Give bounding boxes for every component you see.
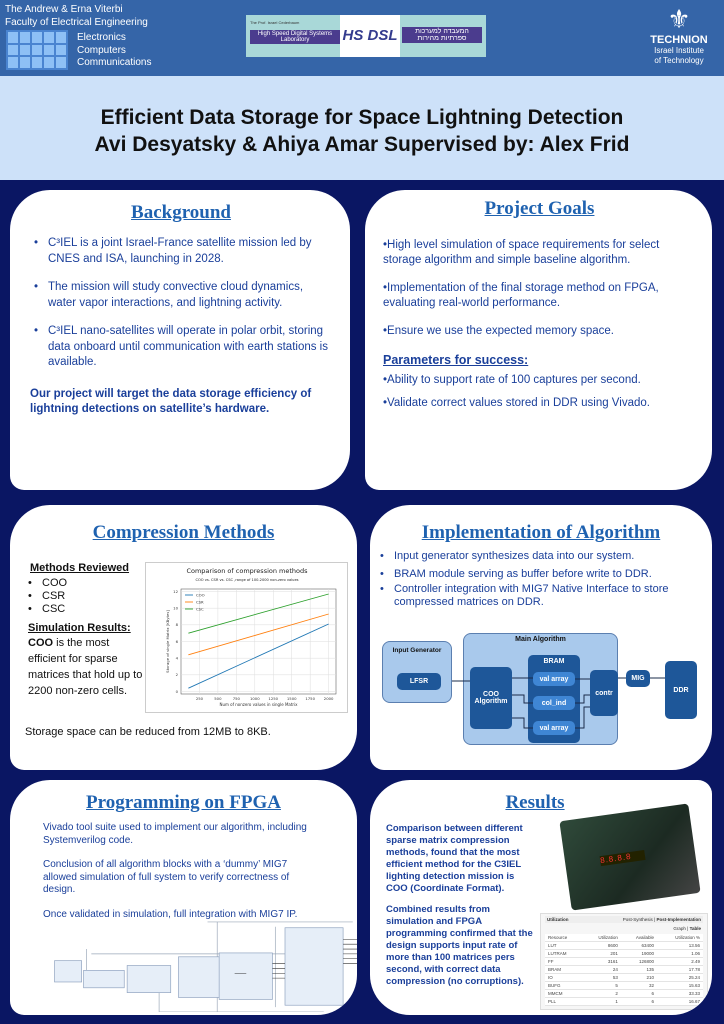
results-paragraph: Combined results from simulation and FPGA programming confirmed that the design supports input rate of more than 100 matrices pers second, with correct data compression (no corruptions). xyxy=(386,904,533,987)
table-cell: FF xyxy=(545,958,583,966)
diagram-arrows xyxy=(380,633,700,753)
lab-logo-top: The Prof. Israel Cederbaum xyxy=(250,20,300,25)
column-header: Utilization xyxy=(583,934,621,942)
block-label: BRAM xyxy=(543,658,565,665)
poster-title: Efficient Data Storage for Space Lightning Detection xyxy=(100,106,624,129)
tab-post-implementation[interactable]: Post-Implementation xyxy=(656,917,701,922)
table-cell: 6 xyxy=(621,998,657,1006)
table-row xyxy=(545,942,703,950)
params-heading: Parameters for success: xyxy=(383,352,529,367)
y-tick-label: 12 xyxy=(173,588,178,594)
table-cell: LUT xyxy=(545,942,583,950)
list-item: •Validate correct values stored in DDR using Vivado. xyxy=(383,396,650,409)
goals-panel xyxy=(365,190,712,490)
results-paragraph: Comparison between different sparse matrix compression methods, found that the most efficient method for the C3IEL lighting detection mission is COO (Coordinate Format). xyxy=(386,823,523,894)
table-cell: 17.78 xyxy=(657,966,703,974)
method-item: • CSR xyxy=(28,590,143,603)
y-tick-label: 6 xyxy=(175,638,178,644)
fpga-board-photo xyxy=(559,803,700,910)
y-axis-label: Storage of single Matrix [KBytes] xyxy=(165,610,170,673)
column-header: Available xyxy=(621,934,657,942)
table-cell: 1 xyxy=(583,998,621,1006)
panel-heading: Programming on FPGA xyxy=(86,792,281,813)
x-tick-label: 1750 xyxy=(305,696,316,701)
table-row xyxy=(545,998,703,1006)
technion-sub: Israel Institute xyxy=(654,46,704,55)
table-cell: 3161 xyxy=(583,958,621,966)
list-item: •Ensure we use the expected memory space. xyxy=(383,325,614,337)
table-cell: 19000 xyxy=(621,950,657,958)
legend-entry: CSR xyxy=(196,599,204,605)
list-item: • C³IEL is a joint Israel-France satellite mission led by CNES and ISA, launching in 2028. xyxy=(34,236,330,267)
table-cell: 135 xyxy=(621,966,657,974)
panel-heading: Results xyxy=(505,792,565,813)
x-tick-label: 750 xyxy=(232,696,240,701)
fpga-paragraph: Conclusion of all algorithm blocks with a ‘dummy’ MIG7 allowed simulation of full system to verify correctness of design. xyxy=(43,859,290,895)
mig-block: MIG xyxy=(626,670,650,687)
sim-heading: Simulation Results: xyxy=(28,622,131,634)
x-axis-label: Num of nonzero values in single Matrix xyxy=(219,702,298,707)
list-item: • BRAM module serving as buffer before write to DDR. xyxy=(380,568,712,581)
chart-subtitle: COO vs. CSR vs. CSC ,range of 100-2000 non-zero values xyxy=(195,578,299,582)
methods-heading: Methods Reviewed xyxy=(30,562,130,574)
y-tick-label: 10 xyxy=(173,605,178,611)
x-tick-label: 1500 xyxy=(286,696,297,701)
implementation-panel xyxy=(370,505,712,770)
x-tick-label: 250 xyxy=(195,696,204,701)
table-cell: 15.63 xyxy=(657,982,703,990)
compression-panel xyxy=(10,505,357,770)
results-panel xyxy=(370,780,712,1015)
util-title: Utilization xyxy=(547,917,569,922)
table-row xyxy=(545,974,703,982)
list-item: •Ability to support rate of 100 captures per second. xyxy=(383,374,641,386)
compression-chart xyxy=(145,562,348,713)
storage-note: Storage space can be reduced from 12MB to 8KB. xyxy=(25,726,271,738)
table-cell: IO xyxy=(545,974,583,982)
chart-title: Comparison of compression methods xyxy=(186,567,308,575)
column-header: Utilization % xyxy=(657,934,703,942)
lab-logo-left: High Speed Digital Systems Laboratory xyxy=(250,30,340,44)
technion-name: TECHNION xyxy=(650,34,708,46)
architecture-diagram xyxy=(380,633,700,753)
column-header: Resource xyxy=(545,934,583,942)
departments xyxy=(77,32,151,70)
table-cell: 24 xyxy=(583,966,621,974)
table-row xyxy=(545,966,703,974)
list-item: • C³IEL nano-satellites will operate in polar orbit, storing data onboard until communication with earth stations is available. xyxy=(34,324,330,371)
dept: Computers xyxy=(77,44,126,56)
table-cell: MMCM xyxy=(545,990,583,998)
lfsr-block: LFSR xyxy=(397,673,441,690)
col-ind-block: col_ind xyxy=(533,696,575,710)
lab-logo-right: המעבדה למערכות ספרתיות מהירות xyxy=(402,27,482,43)
fpga-paragraph: Vivado tool suite used to implement our algorithm, including Systemverilog code. xyxy=(43,822,307,846)
table-cell: 2 xyxy=(583,990,621,998)
panel-heading: Implementation of Algorithm xyxy=(421,522,661,543)
table-row xyxy=(545,950,703,958)
poster-authors: Avi Desyatsky & Ahiya Amar Supervised by: Alex Frid xyxy=(94,133,630,156)
sim-bold: COO xyxy=(28,637,54,649)
legend-entry: CSC xyxy=(196,606,204,612)
view-graph[interactable]: Graph xyxy=(673,926,686,931)
table-cell: 16.67 xyxy=(657,998,703,1006)
faculty-name: The Andrew & Erna Viterbi Faculty of Electrical Engineering xyxy=(5,4,148,28)
utilization-report: Utilization Post-Synthesis | Post-Implementation Graph | Table Resource Utilization Available Utilization % LUT 8600 63400 13.56 LUTRAM 201 19000 1.06 FF 3161 126800 2.49 BRAM 24 135 17.78 IO 53 210 25.24 BUFG 5 32 15.63 MMCM 2 6 33.33 PLL 1 6 16.67 xyxy=(540,913,708,1010)
method-item: • CSC xyxy=(28,603,143,616)
table-cell: BUFG xyxy=(545,982,583,990)
list-item: •Implementation of the final storage method on FPGA, evaluating real-world performance. xyxy=(383,282,659,309)
view-table[interactable]: Table xyxy=(689,926,701,931)
table-cell: 13.56 xyxy=(657,942,703,950)
x-tick-label: 1250 xyxy=(268,696,279,701)
header-bar xyxy=(0,0,724,76)
table-cell: 63400 xyxy=(621,942,657,950)
y-tick-label: 8 xyxy=(175,622,178,628)
sim-text: is the most efficient for sparse matrices that hold up to 2200 non-zero cells. xyxy=(28,637,143,697)
table-row xyxy=(545,982,703,990)
technion-sub: of Technology xyxy=(654,56,704,65)
seven-segment-display: 8.8.8.8 xyxy=(600,850,646,866)
faculty-logo xyxy=(6,30,68,70)
table-cell: 25.24 xyxy=(657,974,703,982)
x-tick-label: 2000 xyxy=(323,696,334,701)
ddr-block: DDR xyxy=(665,661,697,719)
block-label: Main Algorithm xyxy=(515,636,566,643)
table-cell: 6 xyxy=(621,990,657,998)
table-cell: LUTRAM xyxy=(545,950,583,958)
block-label: Input Generator xyxy=(392,647,442,654)
table-cell: 201 xyxy=(583,950,621,958)
fpga-panel xyxy=(10,780,357,1015)
table-cell: 1.06 xyxy=(657,950,703,958)
list-item: •High level simulation of space requirements for select storage algorithm and simple baseline algorithm. xyxy=(383,239,660,266)
dept: Electronics xyxy=(77,32,126,43)
y-tick-label: 0 xyxy=(175,688,178,694)
table-cell: PLL xyxy=(545,998,583,1006)
dept: Communications xyxy=(77,57,152,68)
background-conclusion: Our project will target the data storage efficiency of lightning detections on satellite’s hardware. xyxy=(30,387,312,415)
table-cell: 33.33 xyxy=(657,990,703,998)
title-band xyxy=(0,76,724,180)
tab-post-synthesis[interactable]: Post-Synthesis xyxy=(622,917,653,922)
table-cell: BRAM xyxy=(545,966,583,974)
x-tick-label: 1000 xyxy=(249,696,260,701)
table-cell: 126800 xyxy=(621,958,657,966)
technion-emblem-icon: ⚜ xyxy=(667,4,691,34)
lab-logo-center: HS DSL xyxy=(340,15,400,57)
y-tick-label: 4 xyxy=(175,655,178,661)
fpga-paragraph: Once validated in simulation, full integration with MIG7 IP. xyxy=(43,908,298,920)
table-cell: 53 xyxy=(583,974,621,982)
panel-heading: Compression Methods xyxy=(92,522,275,543)
table-cell: 5 xyxy=(583,982,621,990)
method-item: • COO xyxy=(28,577,143,590)
table-header xyxy=(545,934,703,942)
technion-logo xyxy=(644,4,714,66)
val-array-block: val array xyxy=(533,721,575,735)
background-panel xyxy=(10,190,350,490)
y-tick-label: 2 xyxy=(175,672,178,678)
contr-block: contr xyxy=(590,670,618,716)
table-cell: 210 xyxy=(621,974,657,982)
panel-heading: Background xyxy=(131,202,231,223)
list-item: • Controller integration with MIG7 Native Interface to store compressed matrices on DDR. xyxy=(380,583,712,609)
val-array-block: val array xyxy=(533,672,575,686)
table-cell: 8600 xyxy=(583,942,621,950)
utilization-table xyxy=(545,934,703,1006)
table-cell: 2.49 xyxy=(657,958,703,966)
list-item: • Input generator synthesizes data into our system. xyxy=(380,550,712,563)
coo-algorithm-block: COO Algorithm xyxy=(470,667,512,729)
table-row xyxy=(545,958,703,966)
hsdsl-logo xyxy=(246,15,486,57)
panel-heading: Project Goals xyxy=(484,198,595,219)
table-cell: 32 xyxy=(621,982,657,990)
vivado-block-diagram xyxy=(28,920,357,1012)
legend-entry: COO xyxy=(196,592,205,598)
table-row xyxy=(545,990,703,998)
x-tick-label: 500 xyxy=(214,696,222,701)
list-item: • The mission will study convective cloud dynamics, water vapor interactions, and lightning activity. xyxy=(34,280,330,311)
